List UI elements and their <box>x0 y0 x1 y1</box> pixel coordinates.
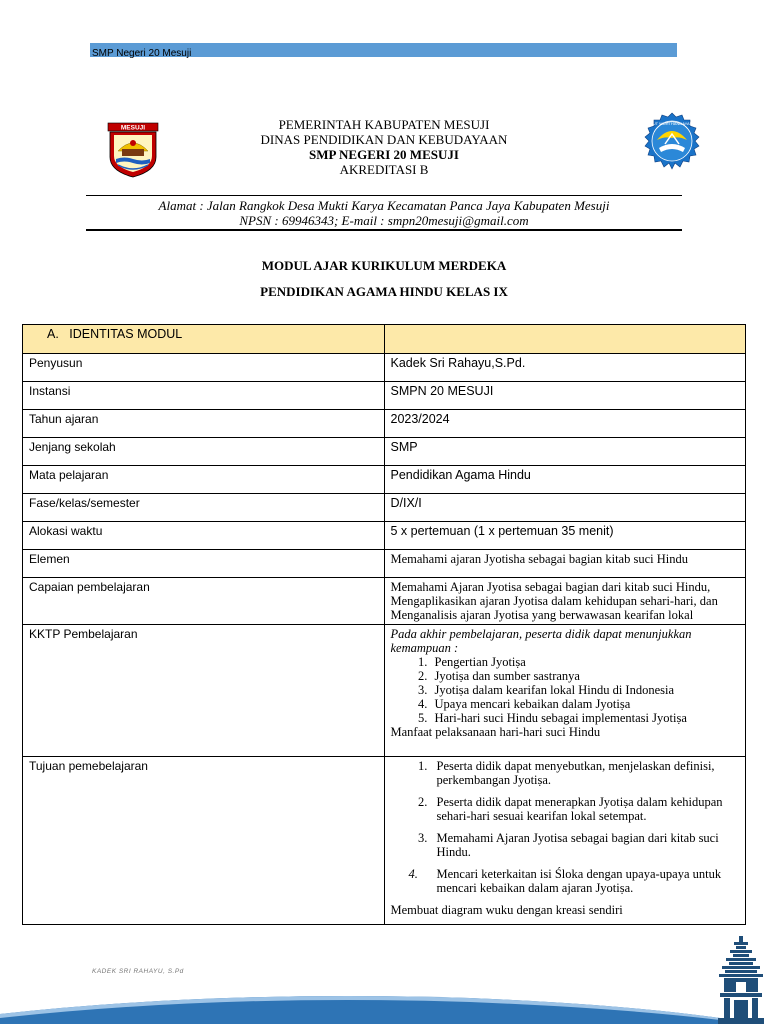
section-header-cell <box>23 325 385 354</box>
document-title: MODUL AJAR KURIKULUM MERDEKA <box>261 258 507 273</box>
section-label: IDENTITAS MODUL <box>69 327 183 341</box>
header-bar-text: SMP Negeri 20 Mesuji <box>92 48 192 59</box>
row-label: Alokasi waktu <box>23 522 385 550</box>
svg-text:MESUJI: MESUJI <box>120 124 146 132</box>
letterhead-rule-top <box>86 195 682 196</box>
kop-line-2: DINAS PENDIDIKAN DAN KEBUDAYAAN <box>260 132 508 147</box>
row-label: Tahun ajaran <box>23 410 385 438</box>
address-line-2: NPSN : 69946343; E-mail : smpn20mesuji@gmail.com <box>239 213 529 228</box>
footer-wave <box>0 988 720 1024</box>
table-row <box>23 410 746 438</box>
kktp-row <box>23 625 746 757</box>
row-label: Fase/kelas/semester <box>23 494 385 522</box>
tujuan-closing: Membuat diagram wuku dengan kreasi sendiri <box>390 903 623 917</box>
table-row <box>23 382 746 410</box>
table-row <box>23 522 746 550</box>
table-row <box>23 438 746 466</box>
list-item: 1. Peserta didik dapat menyebutkan, menjelaskan definisi, perkembangan Jyotiṣa. <box>431 759 740 787</box>
school-address <box>86 198 682 228</box>
table-row <box>23 494 746 522</box>
table-row <box>23 354 746 382</box>
document-subtitle: PENDIDIKAN AGAMA HINDU KELAS IX <box>260 284 508 299</box>
letterhead <box>160 117 608 177</box>
list-item: 1. Pengertian Jyotiṣa <box>431 655 740 669</box>
row-value: SMPN 20 MESUJI <box>384 382 746 410</box>
row-value: 2023/2024 <box>384 410 746 438</box>
section-header-empty <box>384 325 746 354</box>
letterhead-rule-bottom <box>86 229 682 231</box>
header-bar <box>90 43 677 57</box>
list-item-italic-number: 4. Mencari keterkaitan isi Śloka dengan upaya-upaya untuk mencari kebaikan dalam ajaran Jyotiṣa. <box>408 867 722 895</box>
row-label: Jenjang sekolah <box>23 438 385 466</box>
list-item: 3. Jyotiṣa dalam kearifan lokal Hindu di Indonesia <box>431 683 740 697</box>
row-label: Capaian pembelajaran <box>23 578 385 625</box>
module-identity-table <box>22 324 746 925</box>
row-value: Memahami ajaran Jyotisha sebagai bagian kitab suci Hindu <box>384 550 746 578</box>
row-value: Kadek Sri Rahayu,S.Pd. <box>384 354 746 382</box>
list-item: 2. Jyotiṣa dan sumber sastranya <box>431 669 740 683</box>
list-item: 4. Upaya mencari kebaikan dalam Jyotiṣa <box>431 697 740 711</box>
row-value: D/IX/I <box>384 494 746 522</box>
kop-line-3: SMP NEGERI 20 MESUJI <box>309 147 459 162</box>
tujuan-row <box>23 757 746 925</box>
row-value: SMP <box>384 438 746 466</box>
tujuan-list <box>391 759 740 895</box>
kktp-list <box>391 655 740 725</box>
table-row <box>23 550 746 578</box>
row-label: Mata pelajaran <box>23 466 385 494</box>
kktp-closing: Manfaat pelaksanaan hari-hari suci Hindu <box>390 725 601 739</box>
list-item: 3. Memahami Ajaran Jyotisa sebagai bagian dari kitab suci Hindu. <box>431 831 740 859</box>
section-number: A. <box>47 327 59 341</box>
table-row <box>23 578 746 625</box>
row-value: Pendidikan Agama Hindu <box>384 466 746 494</box>
pura-temple-icon <box>716 936 766 1024</box>
kktp-cell <box>384 625 746 757</box>
table-header-row <box>23 325 746 354</box>
tut-wuri-handayani-emblem-icon <box>637 112 707 174</box>
mesuji-regency-emblem-icon <box>106 121 160 179</box>
kop-line-4: AKREDITASI B <box>339 162 429 177</box>
tujuan-cell <box>384 757 746 925</box>
tut-wuri-text: TUT WURI HANDAYANI <box>650 121 694 126</box>
row-value: Memahami Ajaran Jyotisa sebagai bagian dari kitab suci Hindu, Mengaplikasikan ajaran Jyotisa dalam kehidupan sehari-hari, dan Menganalisis ajaran Jyotisa yang berwawasan kearifan lokal <box>384 578 746 625</box>
address-line-1: Alamat : Jalan Rangkok Desa Mukti Karya Kecamatan Panca Jaya Kabupaten Mesuji <box>158 198 610 213</box>
row-value: 5 x pertemuan (1 x pertemuan 35 menit) <box>384 522 746 550</box>
kktp-intro: Pada akhir pembelajaran, peserta didik dapat menunjukkan kemampuan : <box>390 627 692 655</box>
row-label: Instansi <box>23 382 385 410</box>
kktp-label: KKTP Pembelajaran <box>23 625 385 757</box>
row-label: Elemen <box>23 550 385 578</box>
footer-author: KADEK SRI RAHAYU, S.Pd <box>92 968 184 975</box>
kop-line-1: PEMERINTAH KABUPATEN MESUJI <box>278 117 490 132</box>
row-label: Penyusun <box>23 354 385 382</box>
list-item: 2. Peserta didik dapat menerapkan Jyotiṣa dalam kehidupan sehari-hari sesuai kearifan lokal setempat. <box>431 795 740 823</box>
list-item: 5. Hari-hari suci Hindu sebagai implementasi Jyotiṣa <box>431 711 695 725</box>
tujuan-label: Tujuan pemebelajaran <box>23 757 385 925</box>
table-row <box>23 466 746 494</box>
list-item: Mencari keterkaitan isi Śloka dengan upaya-upaya untuk mencari kebaikan dalam ajaran Jyotiṣa. <box>436 867 722 895</box>
